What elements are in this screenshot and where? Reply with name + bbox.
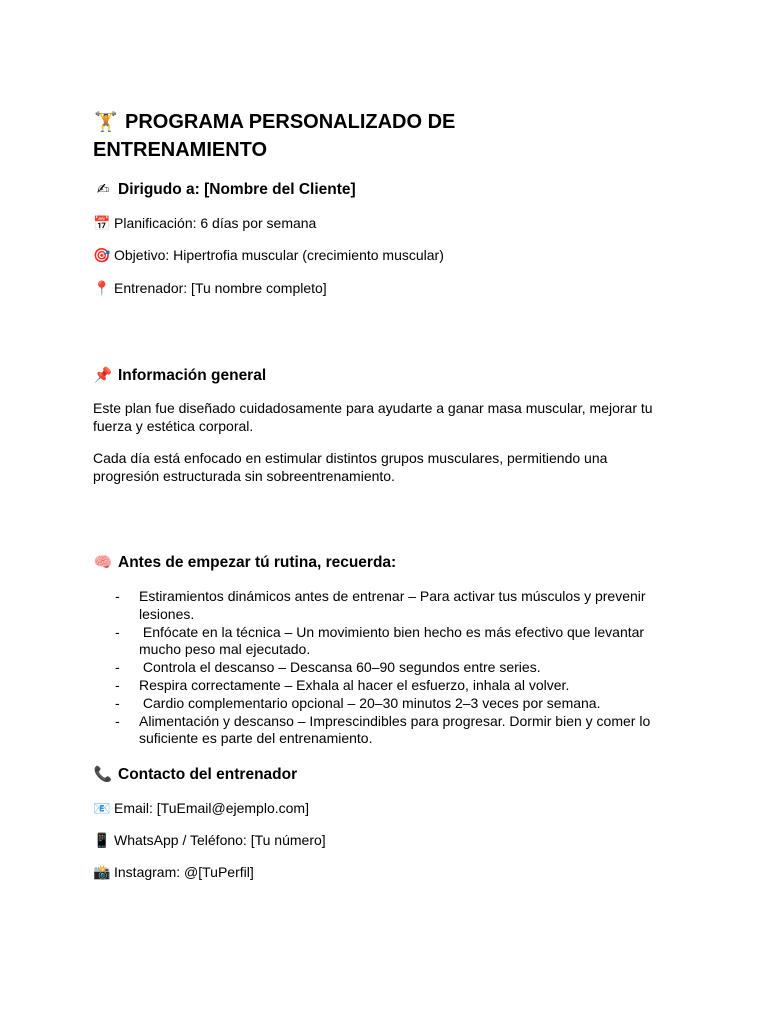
contact-heading: 📞 Contacto del entrenador [93,765,298,783]
info-paragraph-2: Cada día está enfocado en estimular distintos grupos musculares, permitiendo una progresión estructurada sin sobreentrenamiento. [93,450,608,484]
document-title [93,108,678,164]
list-item: - Respira correctamente – Exhala al hacer el esfuerzo, inhala al volver. [115,676,570,693]
info-paragraph-1: Este plan fue diseñado cuidadosamente para ayudarte a ganar masa muscular, mejorar tu fuerza y estética corporal. [93,400,653,434]
weightlifter-icon: 🏋 [94,111,118,133]
contact-email-line [93,799,678,818]
contact-instagram-line: 📸 Instagram: @[TuPerfil] [93,864,254,881]
title-line-2: ENTRENAMIENTO [93,139,268,161]
target-icon: 🎯 [93,248,111,264]
list-item: - Controla el descanso – Descansa 60–90 segundos entre series. [115,659,541,676]
reminders-list [93,588,678,748]
pushpin-icon: 📌 [93,366,113,384]
planificacion-line: 📅 Planificación: 6 días por semana [93,215,317,232]
brain-icon: 🧠 [93,553,113,571]
dirigido-heading: ✍ Dirigudo a: [Nombre del Cliente] [93,179,678,200]
objetivo-line: 🎯 Objetivo: Hipertrofia muscular (crecimiento muscular) [93,247,444,264]
mobile-phone-icon: 📱 [93,833,111,849]
camera-with-flash-icon: 📸 [93,865,111,881]
calendar-icon: 📅 [93,216,111,232]
list-item: - Enfócate en la técnica – Un movimiento bien hecho es más efectivo que levantar mucho peso mal ejecutado. [115,623,645,658]
email-link[interactable]: Email: [TuEmail@ejemplo.com] [114,800,309,816]
telephone-receiver-icon: 📞 [93,765,113,783]
reminders-heading: 🧠 Antes de empezar tú rutina, recuerda: [93,553,397,571]
email-icon: 📧 [93,801,111,817]
info-heading: 📌 Información general [93,366,267,384]
entrenador-line: 📍 Entrenador: [Tu nombre completo] [93,280,327,297]
list-item: - Estiramientos dinámicos antes de entrenar – Para activar tus músculos y prevenir lesiones. [115,588,646,622]
list-item: - Cardio complementario opcional – 20–30 minutos 2–3 veces por semana. [115,694,601,711]
list-item: - Alimentación y descanso – Imprescindibles para progresar. Dormir bien y comer lo suficiente es parte del entrenamiento. [115,712,651,747]
writing-hand-icon: ✍ [96,180,110,198]
round-pushpin-icon: 📍 [93,281,111,297]
title-line-1: 🏋 PROGRAMA PERSONALIZADO DE [93,108,678,136]
contact-phone-line: 📱 WhatsApp / Teléfono: [Tu número] [93,832,326,849]
